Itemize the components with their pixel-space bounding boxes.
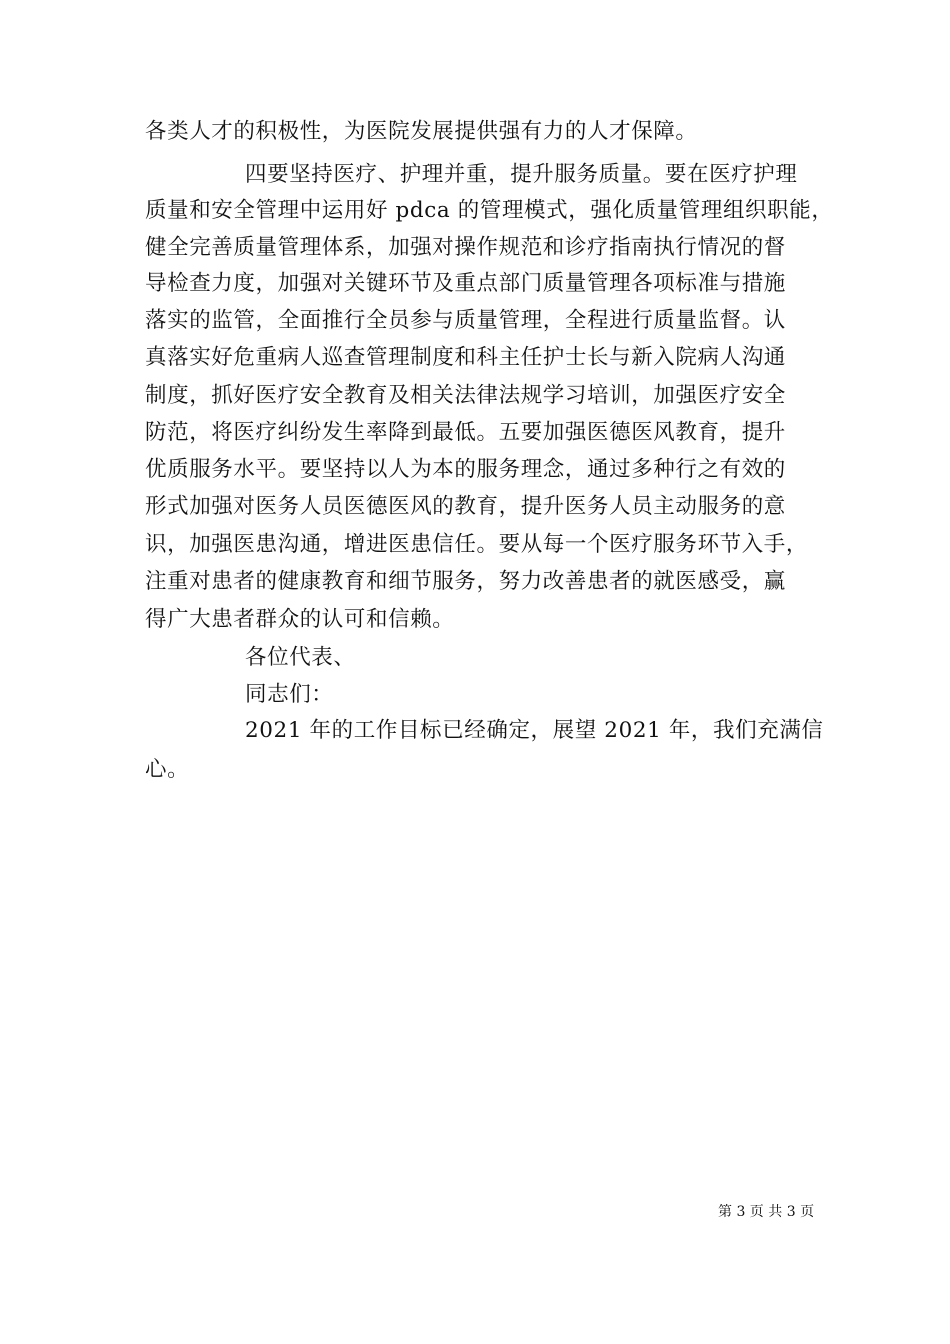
text-line: 制度，抓好医疗安全教育及相关法律法规学习培训，加强医疗安全 [145, 383, 786, 408]
text-line: 真落实好危重病人巡查管理制度和科主任护士长与新入院病人沟通 [145, 345, 786, 370]
text-line: 质量和安全管理中运用好 pdca 的管理模式，强化质量管理组织职能， [145, 198, 834, 223]
text-line: 注重对患者的健康教育和细节服务，努力改善患者的就医感受，赢 [145, 569, 786, 594]
text-line: 防范，将医疗纠纷发生率降到最低。五要加强医德医风教育，提升 [145, 420, 786, 445]
page-number: 第 3 页 共 3 页 [718, 1204, 815, 1220]
text-line: 落实的监管，全面推行全员参与质量管理，全程进行质量监督。认 [145, 308, 786, 333]
text-line: 四要坚持医疗、护理并重，提升服务质量。要在医疗护理 [245, 162, 798, 187]
text-line: 各位代表、 [245, 645, 356, 670]
text-line: 优质服务水平。要坚持以人为本的服务理念，通过多种行之有效的 [145, 457, 786, 482]
text-line: 识，加强医患沟通，增进医患信任。要从每一个医疗服务环节入手， [145, 532, 809, 557]
text-line: 2021 年的工作目标已经确定，展望 2021 年，我们充满信 [245, 718, 824, 743]
text-line: 心。 [145, 757, 190, 782]
text-line: 得广大患者群众的认可和信赖。 [145, 607, 455, 632]
text-line: 同志们： [245, 682, 334, 707]
text-line: 形式加强对医务人员医德医风的教育，提升医务人员主动服务的意 [145, 494, 786, 519]
text-line: 健全完善质量管理体系，加强对操作规范和诊疗指南执行情况的督 [145, 235, 786, 260]
text-line: 各类人才的积极性，为医院发展提供强有力的人才保障。 [145, 119, 698, 144]
text-line: 导检查力度，加强对关键环节及重点部门质量管理各项标准与措施 [145, 271, 786, 296]
